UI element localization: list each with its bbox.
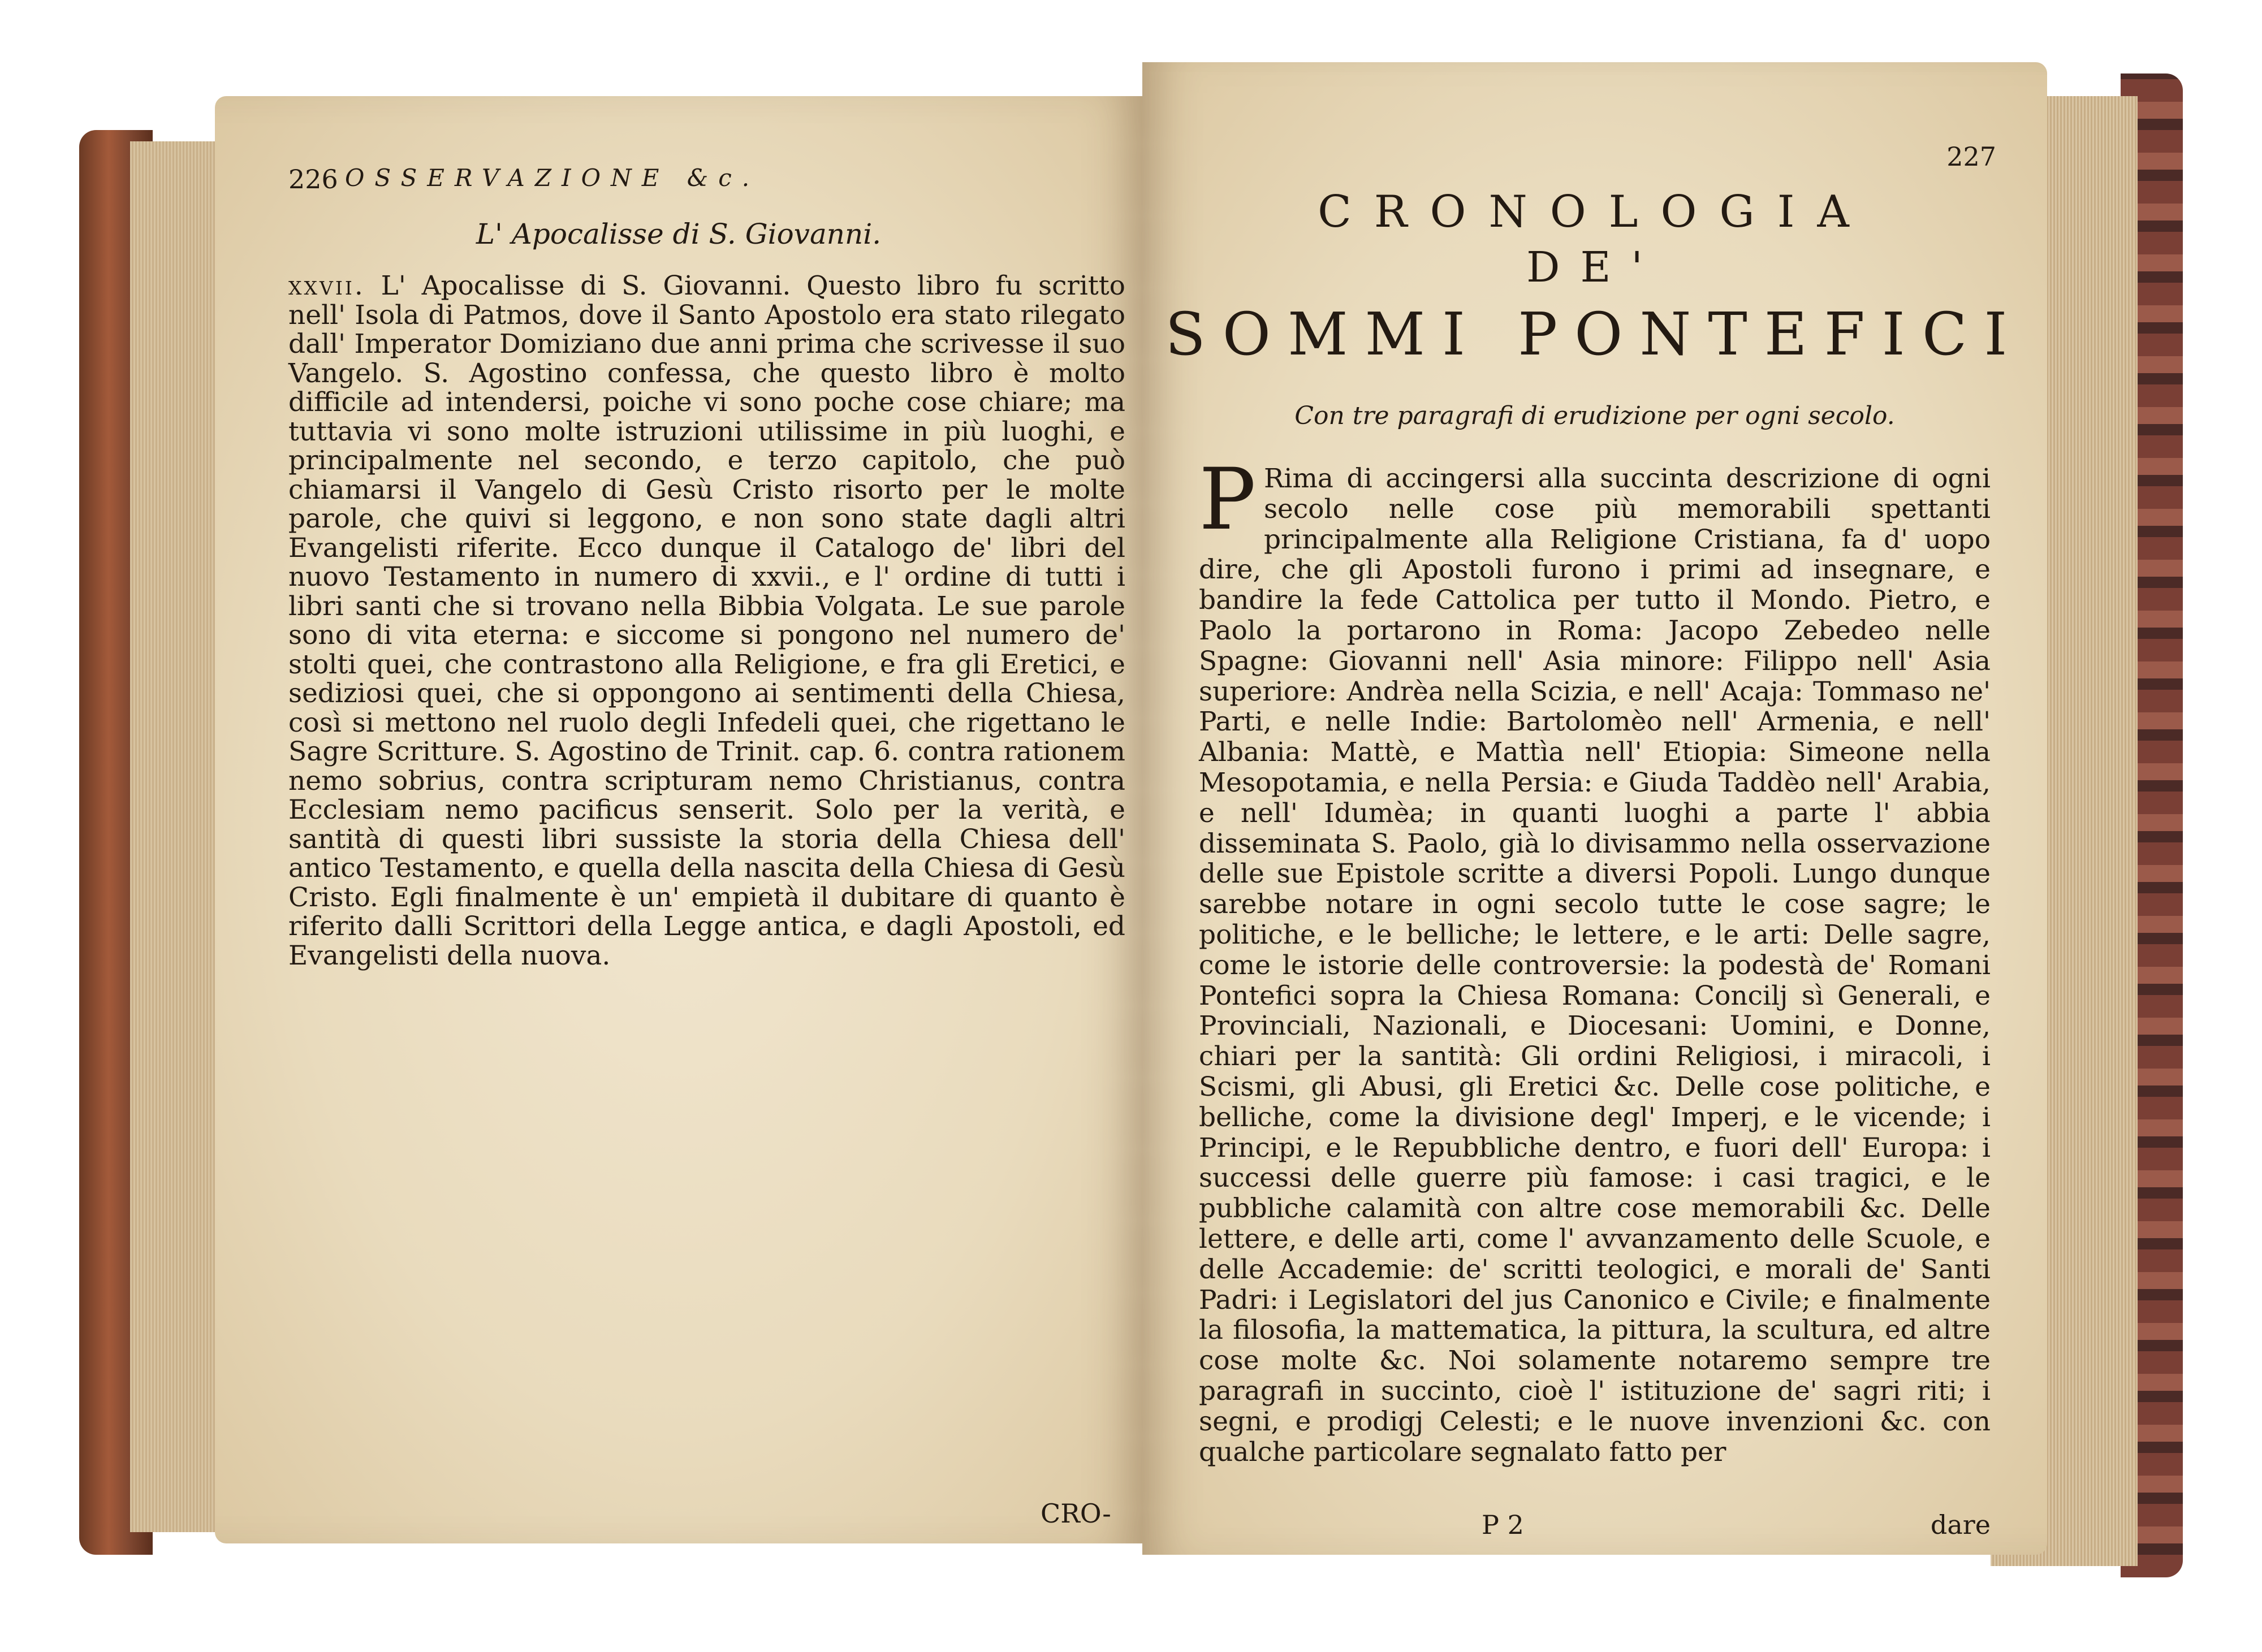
signature-mark: P 2 (1482, 1510, 1524, 1540)
title-line-1: CRONOLOGIA (1318, 187, 1872, 237)
section-title: L' Apocalisse di S. Giovanni. (476, 218, 882, 250)
body-text (288, 271, 1125, 970)
page-number: 226 (288, 164, 338, 194)
body-text (1199, 451, 1991, 1468)
subtitle: Con tre paragrafi di erudizione per ogni secolo. (1294, 401, 1895, 430)
running-head: OSSERVAZIONE &c. (345, 164, 760, 192)
catchword: dare (1930, 1510, 1991, 1540)
open-book (79, 62, 2183, 1589)
paragraph-number: xxvii. (288, 270, 365, 301)
left-page (215, 96, 1142, 1543)
drop-cap: P (1199, 451, 1256, 549)
title-line-3: SOMMI PONTEFICI (1165, 300, 2024, 369)
title-line-2: DE' (1526, 243, 1663, 292)
catchword: CRO- (1041, 1498, 1111, 1529)
paragraph-text: L' Apocalisse di S. Giovanni. Questo libro fu scritto nell' Isola di Patmos, dove il Santo Apostolo era stato rilegato dall' Imperator Domiziano due anni prima che scrivesse il suo Vangelo. S. Agostino confessa, che questo libro è molto difficile ad intendersi, poiche vi sono poche cose chiare; ma tuttavia vi sono molte istruzioni utilissime in più luoghi, e principalmente nel secondo, e terzo capitolo, che può chiamarsi il Vangelo di Gesù Cristo risorto per le molte parole, che quivi si leggono, e non sono state dagli altri Evangelisti riferite. Ecco dunque il Catalogo de' libri del nuovo Testamento in numero di xxvii., e l' ordine di tutti i libri santi che si trovano nella Bibbia Volgata. Le sue parole sono di vita eterna: e siccome si pongono nel numero de' stolti quei, che contrastono alla Religione, e fra gli Eretici, e sediziosi quei, che si oppongono ai sentimenti della Chiesa, così si mettono nel ruolo degli Infedeli quei, che rigettano le Sagre Scritture. S. Agostino de Trinit. cap. 6. contra rationem nemo sobrius, contra scripturam nemo Christianus, contra Ecclesiam nemo pacificus senserit. Solo per la verità, e santità di questi libri sussiste la storia della Chiesa dell' antico Testamento, e quella della nascita della Chiesa di Gesù Cristo. Egli finalmente è un' empietà il dubitare di quanto è riferito dalli Scrittori della Legge antica, e dagli Apostoli, ed Evangelisti della nuova. (288, 270, 1125, 971)
page-number: 227 (1946, 141, 1996, 172)
paragraph-text: Rima di accingersi alla succinta descrizione di ogni secolo nelle cose più memorabili spettanti principalmente alla Religione Cristiana, fa d' uopo dire, che gli Apostoli furono i primi ad insegnare, e bandire la fede Cattolica per tutto il Mondo. Pietro, e Paolo la portarono in Roma: Jacopo Zebedeo nelle Spagne: Giovanni nell' Asia minore: Filippo nell' Asia superiore: Andrèa nella Scizia, e nell' Acaja: Tommaso ne' Parti, e nelle Indie: Bartolomèo nell' Armenia, e nell' Albania: Mattè, e Mattìa nell' Etiopia: Simeone nella Mesopotamia, e nella Persia: e Giuda Taddèo nell' Arabia, e nell' Idumèa; in quanti luoghi a parte l' abbia disseminata S. Paolo, già lo divisammo nella osservazione delle sue Epistole scritte a diversi Popoli. Lungo dunque sarebbe notare in ogni secolo tutte le cose sagre; le politiche, e le belliche; le lettere, e le arti: Delle sagre, come le istorie delle controversie: la podestà de' Romani Pontefici sopra la Chiesa Romana: Concilj sì Generali, e Provinciali, Nazionali, e Diocesani: Uomini, e Donne, chiari per la santità: Gli ordini Religiosi, i miracoli, i Scismi, gli Abusi, gli Eretici &c. Delle cose politiche, e belliche, come la divisione degl' Imperj, e le vicende; i Principi, e le Repubbliche dentro, e fuori dell' Europa: i successi delle guerre più famose: i casi tragici, e le pubbliche calamità con altre cose memorabili &c. Delle lettere, e delle arti, come l' avvanzamento delle Scuole, e delle Accademie: de' scritti teologici, e morali de' Santi Padri: i Legislatori del jus Canonico e Civile; e finalmente la filosofia, la mattematica, la pittura, la scultura, ed altre cose molte &c. Noi solamente notaremo sempre tre paragrafi in succinto, cioè l' istituzione de' sagri riti; i segni, e prodigj Celesti; e le nuove invenzioni &c. con qualche particolare segnalato fatto per (1199, 463, 1991, 1468)
right-page (1142, 62, 2047, 1555)
